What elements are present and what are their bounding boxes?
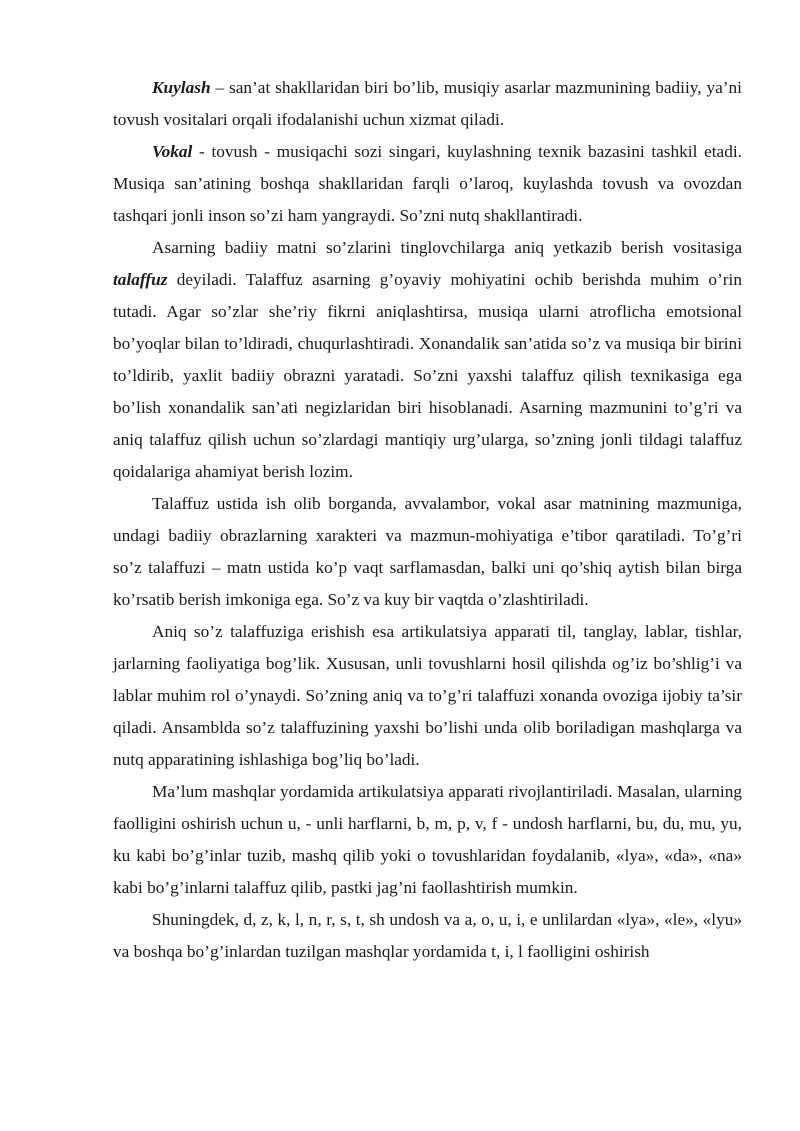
paragraph-shuningdek <box>113 904 742 968</box>
paragraph-aniq-soz <box>113 616 742 776</box>
term-talaffuz: talaffuz <box>113 270 168 289</box>
paragraph-text: Talaffuz ustida ish olib borganda, avvalambor, vokal asar matnining mazmuniga, undagi badiiy obrazlarning xarakteri va mazmun-mohiyatiga e’tibor qaratiladi. To’g’ri so’z talaffuzi – matn ustida ko’p vaqt sarflamasdan, balki uni qo’shiq aytish bilan birga ko’rsatib berish imkoniga ega. So’z va kuy bir vaqtda o’zlashtiriladi. <box>113 494 742 609</box>
term-vokal: Vokal <box>152 142 193 161</box>
paragraph-text-before: Asarning badiiy matni so’zlarini tinglovchilarga aniq yetkazib berish vositasiga <box>152 238 742 257</box>
paragraph-text: - tovush - musiqachi sozi singari, kuylashning texnik bazasini tashkil etadi. Musiqa san’atining boshqa shakllaridan farqli o’laroq, kuylashda tovush va ovozdan tashqari jonli inson so’zi ham yangraydi. So’zni nutq shakllantiradi. <box>113 142 742 225</box>
paragraph-kuylash <box>113 72 742 136</box>
paragraph-text: deyiladi. Talaffuz asarning g’oyaviy mohiyatini ochib berishda muhim o’rin tutadi. Agar so’zlar she’riy fikrni aniqlashtirsa, musiqa ularni atroflicha emotsional bo’yoqlar bilan to’ldiradi, chuqurlashtiradi. Xonandalik san’atida so’z va musiqa bir birini to’ldirib, yaxlit badiiy obrazni yaratadi. So’zni yaxshi talaffuz qilish texnikasiga ega bo’lish xonandalik san’ati negizlaridan biri hisoblanadi. Asarning mazmunini to’g’ri va aniq talaffuz qilish uchun so’zlardagi mantiqiy urg’ularga, so’zning jonli tildagi talaffuz qoidalariga ahamiyat berish lozim. <box>113 270 742 481</box>
paragraph-malum-mashqlar <box>113 776 742 904</box>
paragraph-text: – san’at shakllaridan biri bo’lib, musiqiy asarlar mazmunining badiiy, ya’ni tovush vositalari orqali ifodalanishi uchun xizmat qiladi. <box>113 78 742 129</box>
paragraph-vokal <box>113 136 742 232</box>
paragraph-text: Ma’lum mashqlar yordamida artikulatsiya apparati rivojlantiriladi. Masalan, ularning faolligini oshirish uchun u, - unli harflarni, b, m, p, v, f - undosh harflarni, bu, du, mu, yu, ku kabi bo’g’inlar tuzib, mashq qilib yoki o tovushlaridan foydalanib, «lya», «da», «na» kabi bo’g’inlarni talaffuz qilib, pastki jag’ni faollashtirish mumkin. <box>113 782 742 897</box>
paragraph-text: Shuningdek, d, z, k, l, n, r, s, t, sh undosh va a, o, u, i, e unlilardan «lya», «le», «lyu» va boshqa bo’g’inlardan tuzilgan mashqlar yordamida t, i, l faolligini oshirish <box>113 910 742 961</box>
paragraph-text: Aniq so’z talaffuziga erishish esa artikulatsiya apparati til, tanglay, lablar, tishlar, jarlarning faoliyatiga bog’lik. Xususan, unli tovushlarni hosil qilishda og’iz bo’shlig’i va lablar muhim rol o’ynaydi. So’zning aniq va to’g’ri talaffuzi xonanda ovoziga ijobiy ta’sir qiladi. Ansamblda so’z talaffuzining yaxshi bo’lishi unda olib boriladigan mashqlarga va nutq apparatining ishlashiga bog’liq bo’ladi. <box>113 622 742 769</box>
term-kuylash: Kuylash <box>152 78 211 97</box>
paragraph-talaffuz <box>113 232 742 488</box>
paragraph-talaffuz-ustida <box>113 488 742 616</box>
